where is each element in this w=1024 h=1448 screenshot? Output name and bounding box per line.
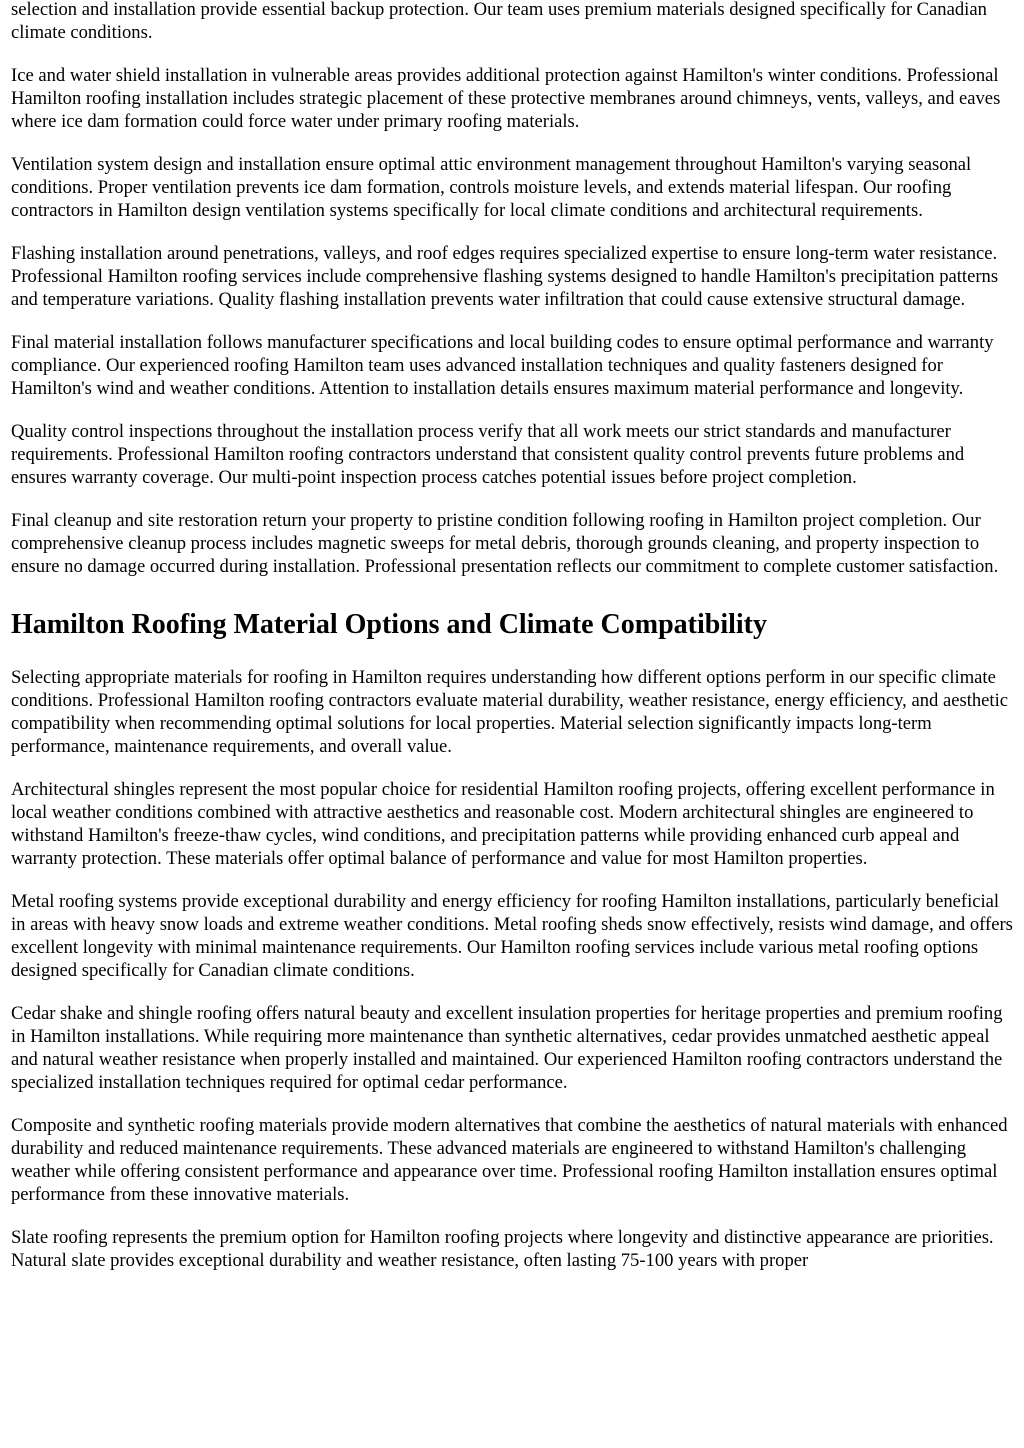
paragraph-selecting-materials: Selecting appropriate materials for roofing in Hamilton requires understanding how different options perform in our specific climate conditions. Professional Hamilton roofing contractors evaluate material durability, weather resistance, energy efficiency, and aesthetic compatibility when recommending optimal solutions for local properties. Material selection significantly impacts long-term performance, maintenance requirements, and overall value. xyxy=(11,667,1008,757)
paragraph-backup-protection: selection and installation provide essential backup protection. Our team uses premium materials designed specifically for Canadian climate conditions. xyxy=(11,0,987,43)
paragraph-quality-control: Quality control inspections throughout the installation process verify that all work meets our strict standards and manufacturer requirements. Professional Hamilton roofing contractors understand that consistent quality control prevents future problems and ensures warranty coverage. Our multi-point inspection process catches potential issues before project completion. xyxy=(11,421,965,488)
paragraph-ice-water-shield: Ice and water shield installation in vulnerable areas provides additional protection against Hamilton's winter conditions. Professional Hamilton roofing installation includes strategic placement of these protective membranes around chimneys, vents, valleys, and eaves where ice dam formation could force water under primary roofing materials. xyxy=(11,65,1001,132)
paragraph-cedar-shake: Cedar shake and shingle roofing offers natural beauty and excellent insulation properties for heritage properties and premium roofing in Hamilton installations. While requiring more maintenance than synthetic alternatives, cedar provides unmatched aesthetic appeal and natural weather resistance when properly installed and maintained. Our experienced Hamilton roofing contractors understand the specialized installation techniques required for optimal cedar performance. xyxy=(11,1003,1003,1093)
paragraph-architectural-shingles: Architectural shingles represent the most popular choice for residential Hamilton roofing projects, offering excellent performance in local weather conditions combined with attractive aesthetics and reasonable cost. Modern architectural shingles are engineered to withstand Hamilton's freeze-thaw cycles, wind conditions, and precipitation patterns while providing enhanced curb appeal and warranty protection. These materials offer optimal balance of performance and value for most Hamilton properties. xyxy=(11,779,995,869)
paragraph-ventilation: Ventilation system design and installation ensure optimal attic environment management throughout Hamilton's varying seasonal conditions. Proper ventilation prevents ice dam formation, controls moisture levels, and extends material lifespan. Our roofing contractors in Hamilton design ventilation systems specifically for local climate conditions and architectural requirements. xyxy=(11,154,972,221)
section-heading: Hamilton Roofing Material Options and Climate Compatibility xyxy=(11,609,767,640)
paragraph-metal-roofing: Metal roofing systems provide exceptional durability and energy efficiency for roofing Hamilton installations, particularly beneficial in areas with heavy snow loads and extreme weather conditions. Metal roofing sheds snow effectively, resists wind damage, and offers excellent longevity with minimal maintenance requirements. Our Hamilton roofing services include various metal roofing options designed specifically for Canadian climate conditions. xyxy=(11,891,1013,981)
paragraph-slate-roofing: Slate roofing represents the premium option for Hamilton roofing projects where longevity and distinctive appearance are priorities. Natural slate provides exceptional durability and weather resistance, often lasting 75-100 years with proper xyxy=(11,1227,994,1271)
installation-process-section xyxy=(11,0,1018,578)
material-options-section xyxy=(11,608,1018,1272)
paragraph-cleanup: Final cleanup and site restoration return your property to pristine condition following roofing in Hamilton project completion. Our comprehensive cleanup process includes magnetic sweeps for metal debris, thorough grounds cleaning, and property inspection to ensure no damage occurred during installation. Professional presentation reflects our commitment to complete customer satisfaction. xyxy=(11,510,999,577)
paragraph-composite-synthetic: Composite and synthetic roofing materials provide modern alternatives that combine the aesthetics of natural materials with enhanced durability and reduced maintenance requirements. These advanced materials are engineered to withstand Hamilton's challenging weather while offering consistent performance and appearance over time. Professional roofing Hamilton installation ensures optimal performance from these innovative materials. xyxy=(11,1115,1008,1205)
paragraph-flashing: Flashing installation around penetrations, valleys, and roof edges requires specialized expertise to ensure long-term water resistance. Professional Hamilton roofing services include comprehensive flashing systems designed to handle Hamilton's precipitation patterns and temperature variations. Quality flashing installation prevents water infiltration that could cause extensive structural damage. xyxy=(11,243,999,310)
paragraph-final-material: Final material installation follows manufacturer specifications and local building codes to ensure optimal performance and warranty compliance. Our experienced roofing Hamilton team uses advanced installation techniques and quality fasteners designed for Hamilton's wind and weather conditions. Attention to installation details ensures maximum material performance and longevity. xyxy=(11,332,994,399)
article-body xyxy=(11,0,1018,1292)
